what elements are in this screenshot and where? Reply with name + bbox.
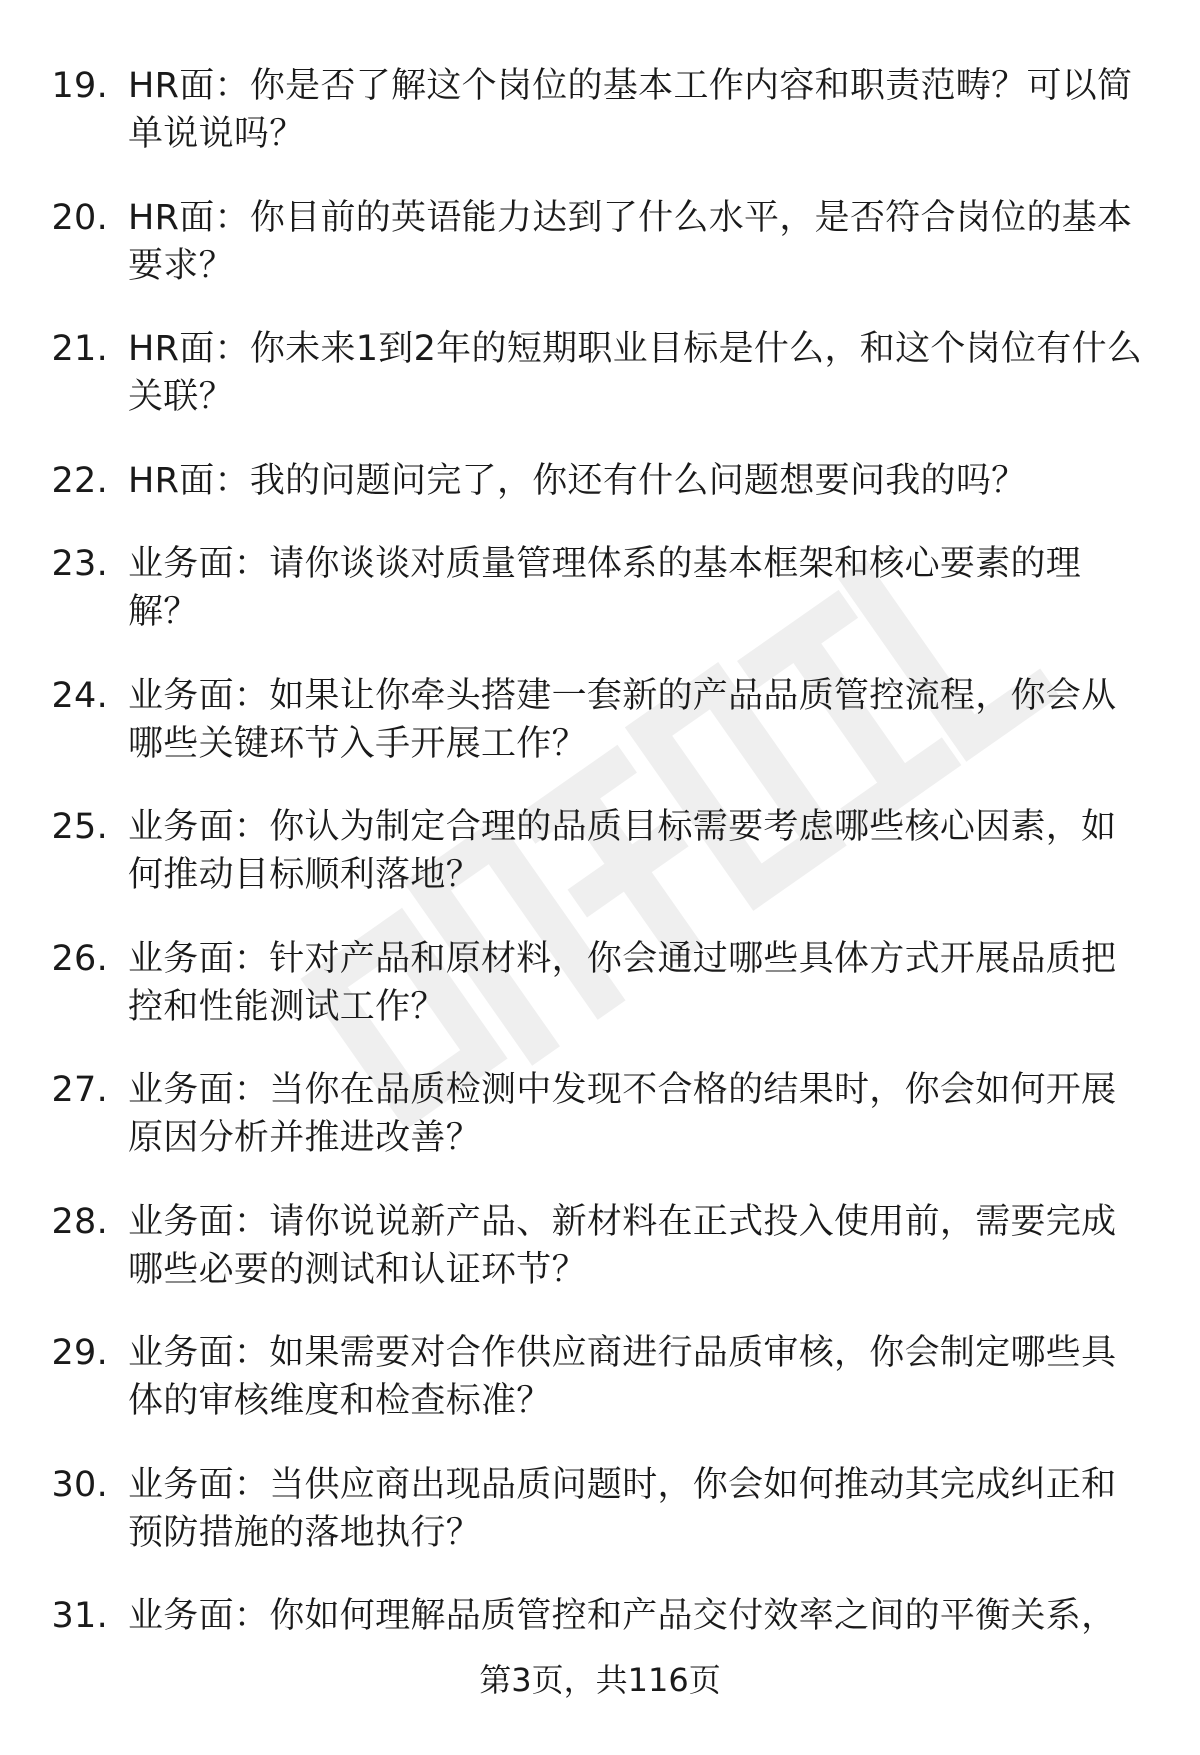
question-item-29 (0, 1329, 1200, 1425)
question-item-21 (0, 325, 1200, 421)
question-item-26 (0, 935, 1200, 1031)
question-item-28 (0, 1198, 1200, 1294)
question-item-27 (0, 1066, 1200, 1162)
question-text: HR面：你是否了解这个岗位的基本工作内容和职责范畴？可以简单说说吗？ (128, 66, 1133, 154)
question-number: 25. (51, 807, 108, 847)
question-number: 22. (51, 460, 108, 501)
question-text: 业务面：你认为制定合理的品质目标需要考虑哪些核心因素，如何推动目标顺利落地？ (128, 807, 1117, 895)
question-text: 业务面：当你在品质检测中发现不合格的结果时，你会如何开展原因分析并推进改善？ (128, 1070, 1117, 1158)
question-number: 19. (51, 66, 108, 106)
question-text: 业务面：如果让你牵头搭建一套新的产品品质管控流程，你会从哪些关键环节入手开展工作？ (128, 675, 1117, 764)
question-number: 20. (51, 197, 108, 238)
page-footer: 第3页，共116页 (479, 1661, 721, 1699)
question-item-25 (0, 803, 1200, 899)
question-item-22 (0, 457, 1200, 505)
question-number: 27. (51, 1070, 108, 1110)
question-number: 23. (51, 544, 108, 584)
question-item-23 (0, 540, 1200, 636)
question-item-24 (0, 672, 1200, 768)
question-text: HR面：你目前的英语能力达到了什么水平，是否符合岗位的基本要求？ (128, 197, 1133, 286)
question-item-20 (0, 194, 1200, 290)
question-text: HR面：我的问题问完了，你还有什么问题想要问我的吗？ (128, 460, 1027, 501)
question-number: 30. (51, 1464, 108, 1505)
question-item-31 (0, 1592, 1200, 1640)
question-text: 业务面：请你谈谈对质量管理体系的基本框架和核心要素的理解？ (128, 544, 1082, 632)
question-text: 业务面：请你说说新产品、新材料在正式投入使用前，需要完成哪些必要的测试和认证环节？ (128, 1201, 1117, 1290)
question-item-30 (0, 1461, 1200, 1557)
question-text: 业务面：你如何理解品质管控和产品交付效率之间的平衡关系， (128, 1596, 1117, 1636)
question-number: 24. (51, 675, 108, 716)
question-number: 28. (51, 1201, 108, 1242)
question-item-19 (0, 62, 1200, 158)
question-text: 业务面：如果需要对合作供应商进行品质审核，你会制定哪些具体的审核维度和检查标准？ (128, 1333, 1117, 1421)
question-text: 业务面：针对产品和原材料，你会通过哪些具体方式开展品质把控和性能测试工作？ (128, 938, 1117, 1027)
question-number: 21. (51, 329, 108, 369)
question-list (0, 62, 1200, 1676)
question-number: 31. (51, 1596, 108, 1636)
question-text: 业务面：当供应商出现品质问题时，你会如何推动其完成纠正和预防措施的落地执行？ (128, 1464, 1117, 1553)
question-number: 26. (51, 938, 108, 979)
question-number: 29. (51, 1333, 108, 1373)
question-text: HR面：你未来1到2年的短期职业目标是什么，和这个岗位有什么关联？ (128, 329, 1143, 417)
